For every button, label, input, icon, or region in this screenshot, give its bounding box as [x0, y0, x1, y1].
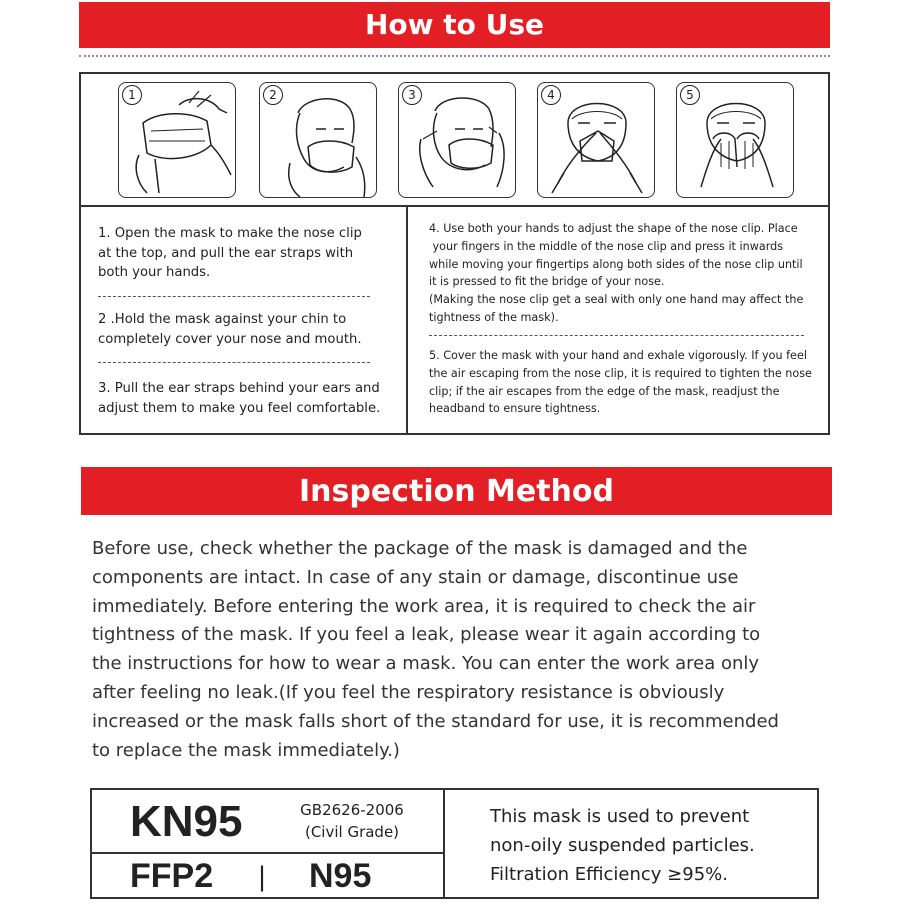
step-1-text [98, 224, 362, 283]
step-4-line: tightness of the mask). [429, 310, 559, 324]
how-to-use-banner [79, 2, 830, 48]
step-5-number: 5 [680, 85, 700, 105]
step-4-line: (Making the nose clip get a seal with only one hand may affect the [429, 293, 804, 307]
step-1-panel [118, 82, 236, 198]
step-1-line: at the top, and pull the ear straps with [98, 245, 354, 261]
spec-description-line: Filtration Efficiency ≥95%. [490, 864, 728, 885]
illustration-divider [81, 205, 828, 207]
how-to-use-title: How to Use [364, 8, 545, 41]
inspection-line: to replace the mask immediately.) [92, 739, 400, 761]
instructions-box [79, 72, 830, 435]
dashed-divider [98, 362, 370, 363]
n95-label: N95 [309, 857, 372, 895]
step-3-line: adjust them to make you feel comfortable. [98, 400, 381, 416]
dotted-divider [79, 55, 830, 57]
step-2-line: completely cover your nose and mouth. [98, 331, 362, 347]
spec-row-divider [92, 852, 443, 854]
step-3-number: 3 [402, 85, 422, 105]
step-4-line: your fingers in the middle of the nose clip and press it inwards [429, 239, 784, 253]
inspection-line: components are intact. In case of any stain or damage, discontinue use [92, 566, 739, 588]
step-1-line: both your hands. [98, 265, 211, 280]
step-3-line: 3. Pull the ear straps behind your ears and [98, 381, 380, 396]
spec-description-line: This mask is used to prevent [490, 806, 750, 827]
step-4-line: it is pressed to fit the bridge of your nose. [429, 275, 665, 289]
step-4-number: 4 [541, 85, 561, 105]
step-5-line: clip; if the air escapes from the edge of the mask, readjust the [429, 384, 780, 398]
ffp2-label: FFP2 [130, 857, 214, 895]
inspection-method-title: Inspection Method [299, 474, 614, 509]
inspection-line: the instructions for how to wear a mask. You can enter the work area only [92, 653, 760, 675]
standard-code: GB2626-2006 [300, 801, 404, 819]
step-5-line: 5. Cover the mask with your hand and exhale vigorously. If you feel [429, 349, 807, 362]
step-5-line: headband to ensure tightness. [429, 402, 601, 416]
standard-separator: | [257, 862, 267, 892]
inspection-line: after feeling no leak.(If you feel the respiratory resistance is obviously [92, 681, 725, 703]
step-3-text [98, 379, 380, 418]
inspection-line: tightness of the mask. If you feel a leak, please wear it again according to [92, 624, 761, 646]
step-1-number: 1 [122, 85, 142, 105]
step-5-panel [676, 82, 794, 198]
spec-column-divider [443, 790, 445, 897]
dashed-divider [429, 335, 804, 336]
grade-label: (Civil Grade) [304, 823, 400, 841]
step-2-number: 2 [263, 85, 283, 105]
step-3-panel [398, 82, 516, 198]
step-4-line: while moving your fingertips along both sides of the nose clip until [429, 257, 803, 271]
step-4-panel [537, 82, 655, 198]
inspection-line: immediately. Before entering the work area, it is required to check the air [92, 595, 756, 617]
spec-description [490, 802, 755, 889]
step-2-text [98, 310, 362, 349]
step-5-line: the air escaping from the nose clip, it is required to tighten the nose [429, 366, 812, 380]
step-2-panel [259, 82, 377, 198]
dashed-divider [98, 296, 370, 297]
inspection-line: Before use, check whether the package of the mask is damaged and the [92, 538, 748, 559]
spec-description-line: non-oily suspended particles. [490, 835, 755, 856]
step-4-text [429, 220, 803, 327]
step-4-line: 4. Use both your hands to adjust the shape of the nose clip. Place [429, 222, 798, 235]
inspection-method-banner [81, 467, 832, 515]
step-1-line: 1. Open the mask to make the nose clip [98, 226, 362, 241]
kn95-label: KN95 [130, 797, 243, 846]
step-5-text [429, 347, 812, 418]
spec-box [90, 788, 819, 899]
step-2-line: 2 .Hold the mask against your chin to [98, 312, 347, 327]
inspection-paragraph [92, 535, 822, 765]
inspection-line: increased or the mask falls short of the standard for use, it is recommended [92, 710, 779, 732]
column-divider [406, 205, 408, 433]
